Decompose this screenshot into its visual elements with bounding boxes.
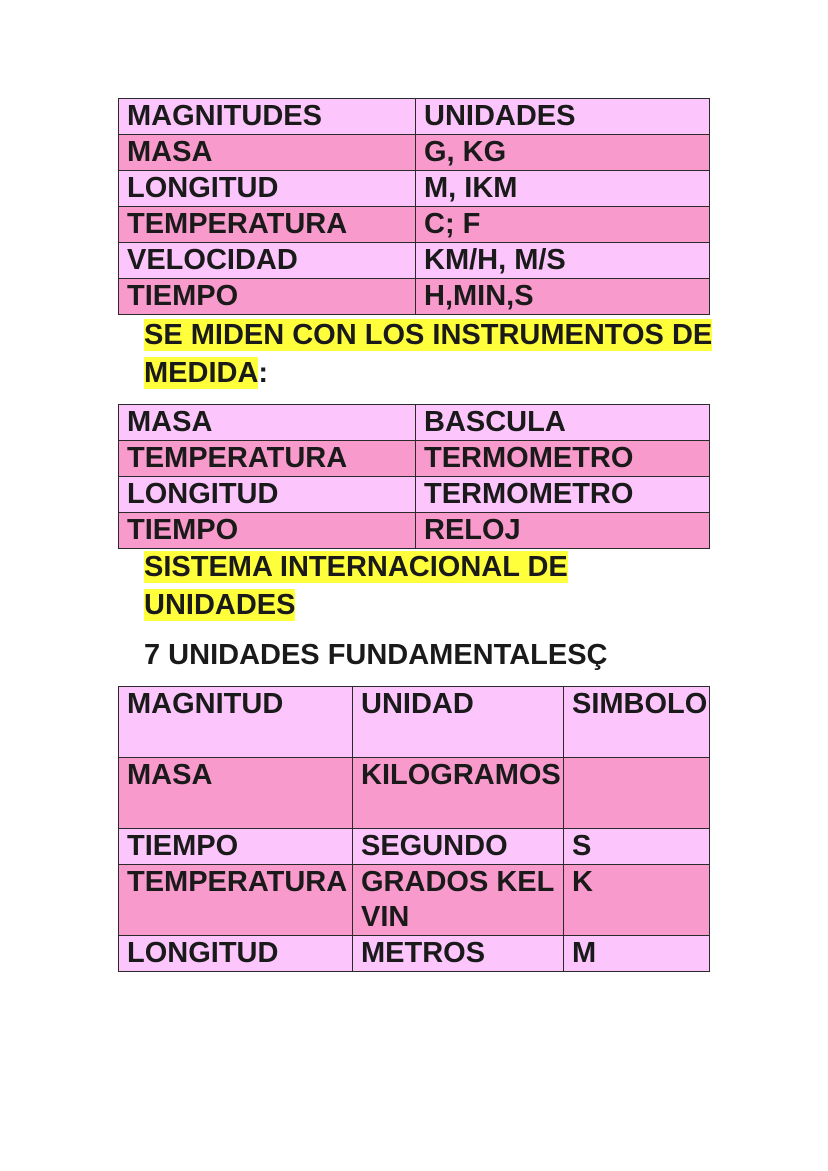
table-row (119, 936, 710, 972)
table-cell: TERMOMETRO (416, 441, 710, 477)
table-cell: C; F (416, 207, 710, 243)
magnitudes-units-table (118, 98, 710, 315)
table-cell: GRADOS KELVIN (353, 865, 564, 936)
table-cell: TEMPERATURA (119, 865, 353, 936)
table-row (119, 477, 710, 513)
table-row (119, 829, 710, 865)
table-cell: MASA (119, 135, 416, 171)
table-cell: LONGITUD (119, 936, 353, 972)
table-cell: KM/H, M/S (416, 243, 710, 279)
table-cell: LONGITUD (119, 477, 416, 513)
fundamental-units-table (118, 686, 710, 972)
table-header-cell: MAGNITUD (119, 687, 353, 758)
table-row (119, 243, 710, 279)
table-cell: M (564, 936, 710, 972)
highlighted-text: SISTEMA INTERNACIONAL DE UNIDADES (144, 551, 568, 621)
table-row (119, 513, 710, 549)
instruments-table (118, 404, 710, 549)
table-header-cell: MAGNITUDES (119, 99, 416, 135)
highlighted-text: SE MIDEN CON LOS INSTRUMENTOS DE MEDIDA (144, 319, 713, 389)
table-cell: TIEMPO (119, 279, 416, 315)
table-cell: M, IKM (416, 171, 710, 207)
table-cell: LONGITUD (119, 171, 416, 207)
table-cell: MASA (119, 405, 416, 441)
table-cell: TEMPERATURA (119, 207, 416, 243)
table-cell: H,MIN,S (416, 279, 710, 315)
table-cell: BASCULA (416, 405, 710, 441)
table-cell: TEMPERATURA (119, 441, 416, 477)
table-row (119, 405, 710, 441)
table-cell: TERMOMETRO (416, 477, 710, 513)
si-heading (144, 548, 724, 624)
table-header-cell: UNIDADES (416, 99, 710, 135)
table-cell: SEGUNDO (353, 829, 564, 865)
table-cell: S (564, 829, 710, 865)
table-cell: TIEMPO (119, 829, 353, 865)
table-row (119, 279, 710, 315)
table-row (119, 207, 710, 243)
table-cell: RELOJ (416, 513, 710, 549)
table-cell: G, KG (416, 135, 710, 171)
heading-colon: : (258, 357, 269, 389)
table-row (119, 687, 710, 758)
table-cell (564, 758, 710, 829)
instruments-heading (144, 316, 724, 392)
fundamental-units-heading: 7 UNIDADES FUNDAMENTALESÇ (144, 639, 608, 671)
table-row (119, 758, 710, 829)
table-cell: MASA (119, 758, 353, 829)
table-cell: KILOGRAMOS (353, 758, 564, 829)
table-row (119, 99, 710, 135)
table-row (119, 171, 710, 207)
table-header-cell: SIMBOLO (564, 687, 710, 758)
table-row (119, 865, 710, 936)
table-row (119, 135, 710, 171)
table-cell: K (564, 865, 710, 936)
table-row (119, 441, 710, 477)
table-cell: TIEMPO (119, 513, 416, 549)
table-cell: VELOCIDAD (119, 243, 416, 279)
table-cell: METROS (353, 936, 564, 972)
table-header-cell: UNIDAD (353, 687, 564, 758)
